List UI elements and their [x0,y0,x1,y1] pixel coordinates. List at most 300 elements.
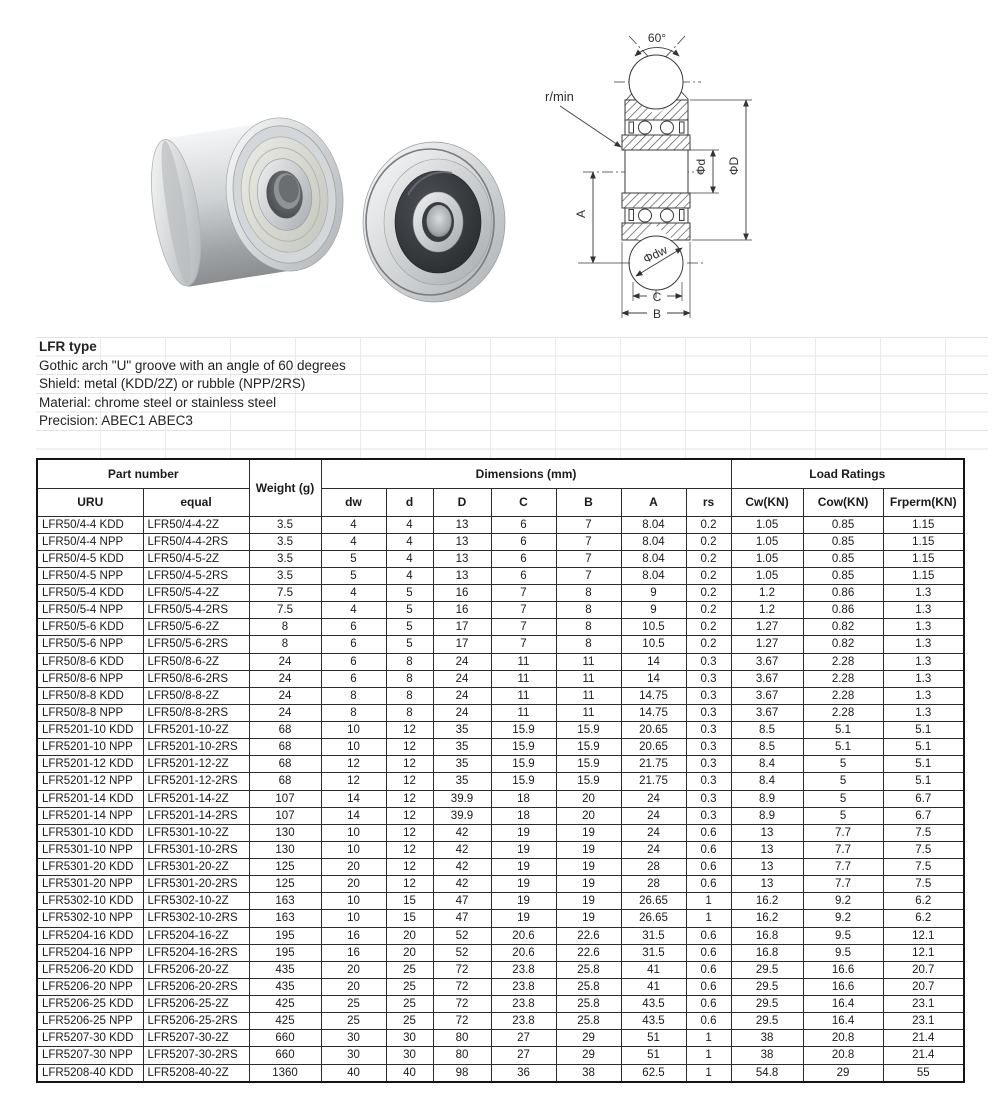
table-cell: 7 [556,516,621,533]
table-cell: 1.15 [883,533,964,550]
table-cell: 14.75 [621,687,686,704]
table-cell: 38 [556,1064,621,1082]
table-cell: 38 [731,1030,803,1047]
part-number-header: Part number [37,459,249,488]
table-cell: LFR50/4-4 NPP [37,533,143,550]
table-cell: 27 [491,1030,556,1047]
table-row [37,704,964,721]
table-cell: 1 [686,1030,731,1047]
table-cell: 7.5 [249,602,321,619]
table-cell: LFR5206-20-2RS [143,978,249,995]
table-cell: LFR50/8-8-2RS [143,704,249,721]
table-cell: 15.9 [556,773,621,790]
table-cell: 16.8 [731,944,803,961]
table-row [37,756,964,773]
table-cell: LFR50/8-6-2Z [143,653,249,670]
table-cell: 2.28 [803,670,883,687]
table-cell: 11 [491,704,556,721]
table-cell: LFR5206-25 KDD [37,996,143,1013]
table-cell: 20 [386,927,433,944]
table-row [37,585,964,602]
table-cell: LFR5201-14 NPP [37,807,143,824]
table-cell: 2.28 [803,653,883,670]
table-cell: 1.2 [731,602,803,619]
table-cell: 4 [386,567,433,584]
table-cell: 12 [321,756,386,773]
table-cell: LFR5208-40 KDD [37,1064,143,1082]
table-cell: 5.1 [883,722,964,739]
table-cell: 16 [321,927,386,944]
table-cell: 21.75 [621,756,686,773]
table-cell: LFR5201-10 NPP [37,739,143,756]
table-cell: 39.9 [433,790,491,807]
table-cell: 0.2 [686,636,731,653]
table-cell: 20.6 [491,927,556,944]
table-cell: 12 [386,739,433,756]
table-cell: 25 [321,996,386,1013]
table-cell: 19 [556,841,621,858]
table-cell: 6 [491,567,556,584]
description-line-shield: Shield: metal (KDD/2Z) or rubble (NPP/2RS) [39,376,306,392]
table-row [37,841,964,858]
bottom-ball [629,236,683,290]
table-cell: 12 [386,824,433,841]
table-row [37,1064,964,1082]
column-header-d: d [386,488,433,516]
table-cell: 5 [386,585,433,602]
table-cell: 0.6 [686,996,731,1013]
table-cell: 15.9 [491,722,556,739]
dim-C-label: C [652,290,662,304]
table-cell: 3.5 [249,533,321,550]
table-cell: 19 [556,876,621,893]
table-cell: 11 [491,687,556,704]
table-cell: 16.2 [731,910,803,927]
table-cell: 24 [433,670,491,687]
table-cell: 425 [249,996,321,1013]
table-cell: 1.05 [731,516,803,533]
table-row [37,824,964,841]
table-cell: 31.5 [621,944,686,961]
table-cell: 27 [491,1047,556,1064]
table-cell: LFR5301-20 NPP [37,876,143,893]
table-cell: 14 [321,790,386,807]
table-cell: 24 [621,841,686,858]
table-cell: 20.8 [803,1030,883,1047]
table-row [37,773,964,790]
column-header-dw: dw [321,488,386,516]
column-header-B: B [556,488,621,516]
table-cell: 15 [386,893,433,910]
table-cell: 12 [386,876,433,893]
table-cell: 24 [249,653,321,670]
rubber-seal-bearing-photo [363,142,505,302]
table-cell: LFR50/8-8 KDD [37,687,143,704]
table-cell: 6.7 [883,807,964,824]
table-cell: 5.1 [803,722,883,739]
table-cell: 0.2 [686,516,731,533]
table-row [37,1047,964,1064]
table-cell: 20.7 [883,978,964,995]
table-cell: LFR5201-12-2RS [143,773,249,790]
table-cell: 5 [386,602,433,619]
table-cell: 0.82 [803,636,883,653]
table-cell: LFR5302-10-2RS [143,910,249,927]
table-cell: 1 [686,910,731,927]
table-body [37,516,964,1082]
table-cell: 20 [321,961,386,978]
table-cell: 16.2 [731,893,803,910]
table-cell: 0.2 [686,533,731,550]
table-cell: 1 [686,1047,731,1064]
table-cell: LFR5206-20-2Z [143,961,249,978]
table-cell: 0.2 [686,567,731,584]
table-cell: 5 [386,636,433,653]
table-cell: 0.2 [686,619,731,636]
table-cell: 30 [321,1047,386,1064]
table-cell: 0.85 [803,550,883,567]
table-cell: 24 [249,670,321,687]
table-cell: 80 [433,1047,491,1064]
table-cell: 19 [556,824,621,841]
weight-header: Weight (g) [249,459,321,516]
table-row [37,893,964,910]
table-cell: 36 [491,1064,556,1082]
table-cell: 20 [386,944,433,961]
table-cell: 7.5 [249,585,321,602]
table-cell: 23.8 [491,996,556,1013]
table-cell: 35 [433,773,491,790]
table-cell: 9 [621,602,686,619]
table-cell: 98 [433,1064,491,1082]
description-line-material: Material: chrome steel or stainless steel [39,394,277,410]
table-cell: 39.9 [433,807,491,824]
table-cell: LFR50/5-6 KDD [37,619,143,636]
table-cell: 8 [386,653,433,670]
table-cell: LFR5301-20-2Z [143,859,249,876]
table-cell: 16.6 [803,978,883,995]
table-row [37,722,964,739]
table-cell: 5.1 [883,756,964,773]
table-row [37,653,964,670]
table-cell: 9.5 [803,927,883,944]
dimensions-header: Dimensions (mm) [321,459,731,488]
table-cell: LFR5206-25-2Z [143,996,249,1013]
table-cell: 80 [433,1030,491,1047]
column-header-C: C [491,488,556,516]
metal-shield-bearing-photo [142,109,354,291]
table-cell: 52 [433,927,491,944]
table-cell: 9 [621,585,686,602]
table-cell: 10 [321,739,386,756]
table-cell: 10.5 [621,636,686,653]
table-cell: LFR5204-16-2RS [143,944,249,961]
table-cell: LFR5301-10 NPP [37,841,143,858]
table-cell: 1.05 [731,550,803,567]
table-cell: 21.4 [883,1030,964,1047]
table-cell: 16 [433,602,491,619]
table-cell: 435 [249,961,321,978]
table-cell: LFR50/5-6-2RS [143,636,249,653]
table-cell: 13 [731,876,803,893]
table-cell: LFR5301-20-2RS [143,876,249,893]
table-cell: 16.4 [803,996,883,1013]
table-cell: LFR50/4-5-2Z [143,550,249,567]
table-cell: 14 [321,807,386,824]
table-cell: 8.5 [731,739,803,756]
table-cell: 19 [491,910,556,927]
table-cell: 107 [249,807,321,824]
table-cell: 0.3 [686,722,731,739]
table-cell: LFR50/4-5-2RS [143,567,249,584]
table-cell: 0.85 [803,533,883,550]
table-cell: 7.7 [803,859,883,876]
table-cell: 8.04 [621,533,686,550]
table-cell: 29 [556,1030,621,1047]
table-cell: 1.3 [883,704,964,721]
table-cell: LFR50/5-6-2Z [143,619,249,636]
table-cell: 20 [556,790,621,807]
table-cell: 23.8 [491,961,556,978]
table-cell: 7.7 [803,841,883,858]
table-cell: 8 [556,619,621,636]
table-cell: 35 [433,756,491,773]
table-cell: LFR5302-10-2Z [143,893,249,910]
table-cell: 0.6 [686,944,731,961]
table-cell: 1.3 [883,687,964,704]
table-cell: LFR5207-30 KDD [37,1030,143,1047]
table-cell: 4 [321,516,386,533]
table-cell: 425 [249,1013,321,1030]
table-cell: 24 [249,704,321,721]
table-cell: 51 [621,1047,686,1064]
table-cell: LFR5204-16-2Z [143,927,249,944]
table-cell: 4 [321,585,386,602]
table-cell: 7.7 [803,824,883,841]
table-row [37,1030,964,1047]
table-cell: 1.3 [883,653,964,670]
table-cell: 17 [433,619,491,636]
table-cell: LFR5206-25-2RS [143,1013,249,1030]
table-cell: 6 [321,636,386,653]
table-cell: 6.2 [883,910,964,927]
table-cell: 19 [491,824,556,841]
table-cell: 0.85 [803,516,883,533]
table-cell: 35 [433,722,491,739]
table-cell: 4 [386,550,433,567]
table-row [37,1013,964,1030]
table-cell: 20 [321,876,386,893]
table-cell: 25.8 [556,1013,621,1030]
description-block [36,337,988,459]
table-cell: 14 [621,670,686,687]
table-cell: 15.9 [491,739,556,756]
table-cell: 29 [556,1047,621,1064]
table-cell: 195 [249,944,321,961]
table-row [37,550,964,567]
description-line-precision: Precision: ABEC1 ABEC3 [39,413,193,429]
table-cell: 2.28 [803,687,883,704]
table-cell: 6.7 [883,790,964,807]
table-cell: 11 [556,704,621,721]
table-cell: LFR5206-20 NPP [37,978,143,995]
table-cell: 23.8 [491,1013,556,1030]
table-cell: 12 [386,807,433,824]
table-cell: 24 [433,704,491,721]
table-cell: 26.65 [621,893,686,910]
table-cell: 9.5 [803,944,883,961]
table-cell: 163 [249,893,321,910]
table-cell: 130 [249,841,321,858]
table-cell: 0.3 [686,653,731,670]
table-cell: 3.67 [731,670,803,687]
table-cell: 16.4 [803,1013,883,1030]
table-cell: 8 [321,704,386,721]
table-cell: LFR5206-20 KDD [37,961,143,978]
table-cell: 21.75 [621,773,686,790]
table-cell: LFR5301-10 KDD [37,824,143,841]
table-cell: 24 [621,824,686,841]
table-cell: 7.7 [803,876,883,893]
table-cell: 13 [731,859,803,876]
table-cell: LFR5207-30 NPP [37,1047,143,1064]
table-cell: 28 [621,876,686,893]
table-cell: 19 [491,859,556,876]
table-row [37,944,964,961]
table-cell: 130 [249,824,321,841]
table-cell: 2.28 [803,704,883,721]
table-cell: LFR50/5-6 NPP [37,636,143,653]
table-cell: 11 [491,670,556,687]
table-cell: 19 [556,859,621,876]
table-cell: 0.82 [803,619,883,636]
table-cell: 7 [491,636,556,653]
table-cell: 3.67 [731,653,803,670]
table-cell: 25 [321,1013,386,1030]
table-cell: 12 [386,722,433,739]
table-cell: 51 [621,1030,686,1047]
table-cell: 107 [249,790,321,807]
table-cell: LFR5201-14 KDD [37,790,143,807]
table-cell: 15.9 [556,739,621,756]
table-row [37,790,964,807]
table-cell: 25.8 [556,961,621,978]
table-cell: 10 [321,841,386,858]
table-cell: 1.3 [883,585,964,602]
table-cell: 25.8 [556,978,621,995]
table-cell: LFR5201-10-2Z [143,722,249,739]
table-cell: LFR50/4-4-2RS [143,533,249,550]
table-cell: 7 [491,585,556,602]
table-cell: 13 [731,841,803,858]
table-cell: 16 [433,585,491,602]
column-header-A: A [621,488,686,516]
table-cell: 0.3 [686,670,731,687]
table-cell: 29.5 [731,1013,803,1030]
table-row [37,567,964,584]
table-cell: 35 [433,739,491,756]
table-cell: 7.5 [883,876,964,893]
table-cell: 8.5 [731,722,803,739]
table-cell: 5 [386,619,433,636]
table-cell: 19 [556,893,621,910]
table-cell: 5.1 [803,739,883,756]
table-cell: 1 [686,893,731,910]
table-cell: 8 [386,704,433,721]
table-cell: 1 [686,1064,731,1082]
table-cell: 8.9 [731,807,803,824]
column-header-uru: URU [37,488,143,516]
table-cell: 40 [321,1064,386,1082]
table-cell: 25 [386,996,433,1013]
table-cell: LFR5204-16 KDD [37,927,143,944]
table-cell: 8.04 [621,516,686,533]
table-cell: 15.9 [556,722,621,739]
table-cell: 30 [386,1047,433,1064]
table-cell: 1.27 [731,636,803,653]
dim-B-label: B [652,307,662,321]
table-cell: 12 [386,841,433,858]
table-cell: 195 [249,927,321,944]
table-cell: 25 [386,978,433,995]
table-cell: 7 [491,602,556,619]
table-cell: 14.75 [621,704,686,721]
table-cell: 20.65 [621,722,686,739]
table-cell: LFR50/5-4 NPP [37,602,143,619]
table-cell: 1360 [249,1064,321,1082]
table-cell: 8.04 [621,567,686,584]
table-cell: 25 [386,1013,433,1030]
table-cell: LFR50/8-8 NPP [37,704,143,721]
table-cell: 20 [321,859,386,876]
table-cell: 6.2 [883,893,964,910]
table-cell: 68 [249,773,321,790]
table-cell: 0.3 [686,739,731,756]
table-cell: LFR50/4-5 NPP [37,567,143,584]
table-cell: 6 [321,653,386,670]
table-cell: 23.8 [491,978,556,995]
table-cell: 16.6 [803,961,883,978]
table-cell: 11 [491,653,556,670]
table-cell: 8 [556,636,621,653]
table-cell: LFR5201-10 KDD [37,722,143,739]
rpm-label: r/min [545,89,574,104]
table-cell: 8 [386,687,433,704]
table-cell: 5 [803,790,883,807]
table-cell: 7 [556,550,621,567]
table-cell: 29.5 [731,978,803,995]
table-cell: 8 [249,619,321,636]
table-row [37,516,964,533]
table-cell: 20.8 [803,1047,883,1064]
table-cell: LFR5206-25 NPP [37,1013,143,1030]
table-cell: 30 [386,1030,433,1047]
angle-label: 60° [647,31,667,45]
table-cell: 18 [491,790,556,807]
table-row [37,859,964,876]
column-header-D: D [433,488,491,516]
table-cell: 8 [321,687,386,704]
table-cell: LFR50/8-6 NPP [37,670,143,687]
column-header-cow: Cow(KN) [803,488,883,516]
table-row [37,602,964,619]
table-row [37,927,964,944]
column-header-rs: rs [686,488,731,516]
table-cell: 0.2 [686,550,731,567]
table-row [37,619,964,636]
table-cell: 0.6 [686,1013,731,1030]
table-cell: 20 [556,807,621,824]
